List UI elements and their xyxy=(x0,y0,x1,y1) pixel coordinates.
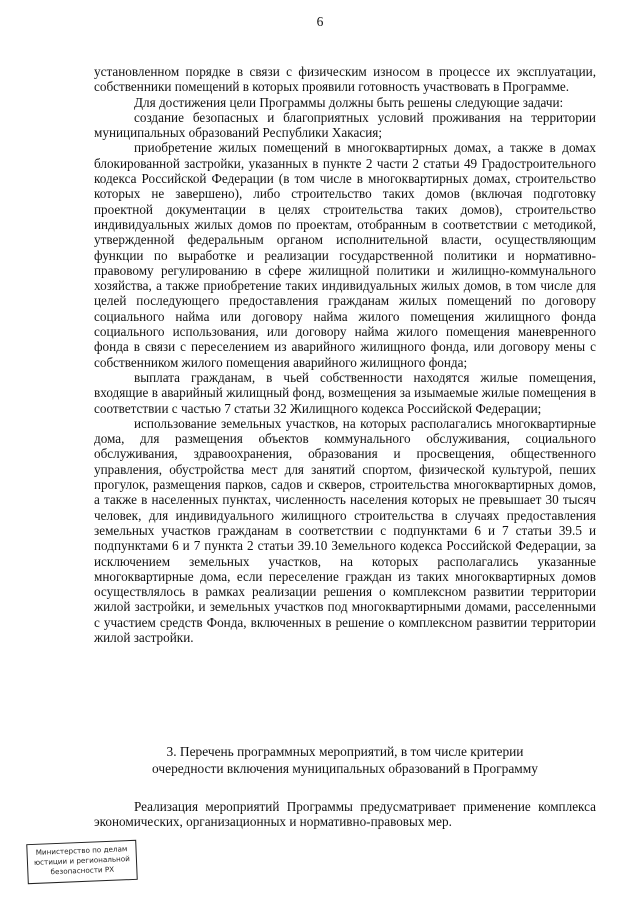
stamp-line-2: юстиции и региональной xyxy=(33,854,131,867)
paragraph-0: установленном порядке в связи с физическим износом в процессе их эксплуатации, собственники помещений в которых проявили готовность участвовать в Программе. xyxy=(94,64,596,95)
section-heading xyxy=(94,743,596,777)
ministry-stamp xyxy=(26,840,138,884)
page-number: 6 xyxy=(316,14,324,29)
paragraph-intro xyxy=(94,64,596,645)
paragraph-task-4: использование земельных участков, на которых располагались многоквартирные дома, для размещения объектов коммунального обслуживания, социального обслуживания, здравоохранения, образования и просвещения, общественного управления, обустройства мест для занятий спортом, физической культурой, пеших прогулок, размещения парков, садов и скверов, строительства многоквартирных домов, а также в населенных пунктах, численность населения которых не превышает 30 тысяч человек, для индивидуального жилищного строительства в случаях предоставления земельных участков гражданам в соответствии с подпунктами 6 и 7 статьи 39.5 и подпунктами 6 и 7 пункта 2 статьи 39.10 Земельного кодекса Российской Федерации, за исключением земельных участков, на которых располагались указанные многоквартирные дома, если переселение граждан из таких многоквартирных домов осуществлялось в рамках реализации решения о комплексном развитии территории жилой застройки, и земельных участков под многоквартирными домами, расселенными с участием средств Фонда, включенных в решение о комплексном развитии территории жилой застройки. xyxy=(94,415,596,645)
stamp-line-1: Министерство по делам xyxy=(35,844,128,857)
paragraph-implementation-block xyxy=(94,799,596,830)
section-heading-line-1: 3. Перечень программных мероприятий, в том числе критерии xyxy=(166,744,524,759)
paragraph-implementation: Реализация мероприятий Программы предусматривает применение комплекса экономических, организационных и нормативно-правовых мер. xyxy=(94,799,596,830)
paragraph-task-1: создание безопасных и благоприятных условий проживания на территории муниципальных образований Республики Хакасия; xyxy=(94,109,596,141)
paragraph-task-2: приобретение жилых помещений в многоквартирных домах, а также в домах блокированной застройки, указанных в пункте 2 части 2 статьи 49 Градостроительного кодекса Российской Федерации (в том числе в многоквартирных домах, строительство которых не завершено), либо строительство таких домов (включая подготовку проектной документации в целях строительства таких домов), строительство индивидуальных жилых домов по проектам, отобранным в соответствии с методикой, утвержденной федеральным органом исполнительной власти, осуществляющим функции по выработке и реализации государственной политики и нормативно-правовому регулированию в сфере жилищной политики и жилищно-коммунального хозяйства, а также приобретение таких индивидуальных жилых домов, в том числе для целей последующего предоставления гражданам жилых помещений по договору социального найма или договору найма жилого помещения жилищного фонда социального использования, или договору найма жилого помещения маневренного фонда в связи с переселением из аварийного жилищного фонда, или договору мены с собственником жилого помещения аварийного жилищного фонда; xyxy=(94,140,596,370)
section-heading-line-2: очередности включения муниципальных образований в Программу xyxy=(152,761,538,776)
stamp-line-3: безопасности РХ xyxy=(50,864,115,877)
paragraph-task-3: выплата гражданам, в чьей собственности находятся жилые помещения, входящие в аварийный жилищный фонд, возмещения за изымаемые жилые помещения в соответствии с частью 7 статьи 32 Жилищного кодекса Российской Федерации; xyxy=(94,369,596,416)
paragraph-tasks-intro: Для достижения цели Программы должны быть решены следующие задачи: xyxy=(134,94,564,110)
